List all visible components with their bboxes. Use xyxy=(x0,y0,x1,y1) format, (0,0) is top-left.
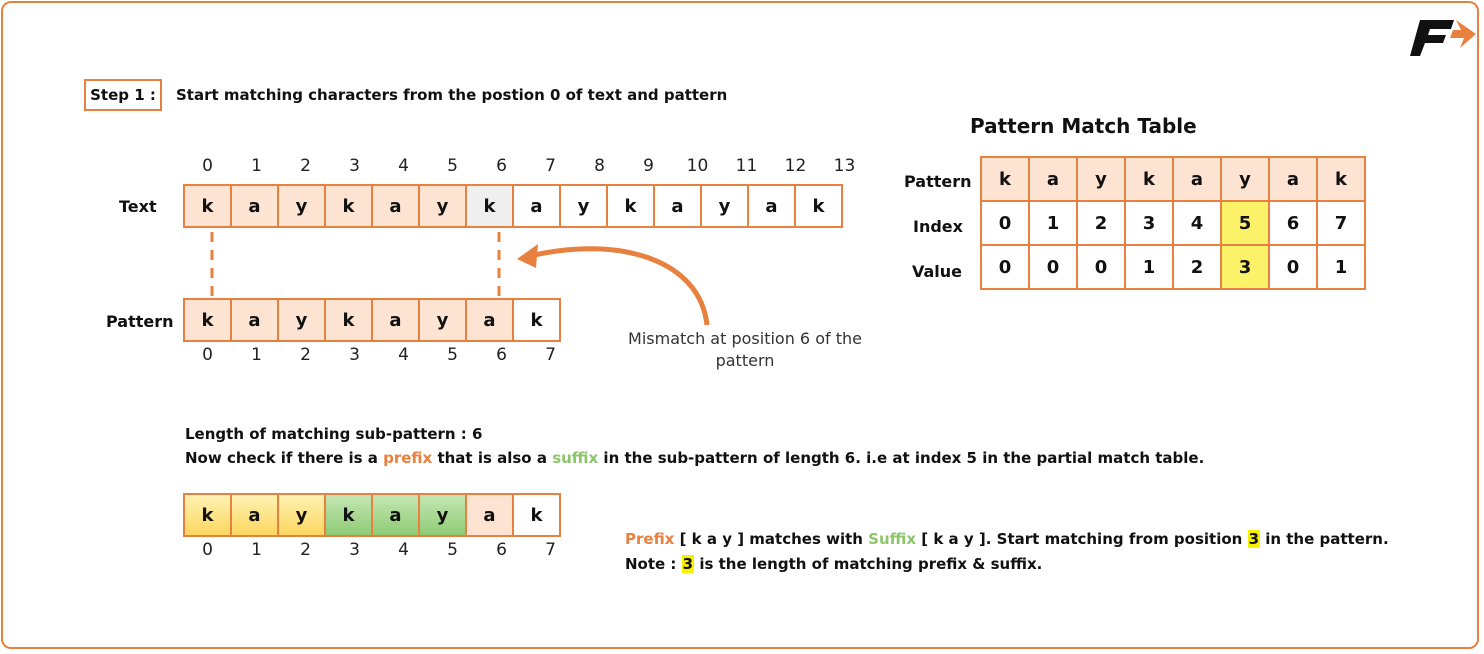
bottom-index-row xyxy=(183,540,575,560)
table-pattern-cell: y xyxy=(1076,156,1126,202)
note-label: Note : xyxy=(625,555,682,573)
table-index-cell-highlight: 5 xyxy=(1220,200,1270,246)
suffix-word: suffix xyxy=(552,449,599,467)
pattern-row-label: Pattern xyxy=(106,312,174,331)
table-index-cell: 3 xyxy=(1124,200,1174,246)
table-value-cell: 0 xyxy=(1076,244,1126,290)
text-index: 1 xyxy=(251,156,262,176)
table-pattern-cell: k xyxy=(1124,156,1174,202)
pattern-cell: k xyxy=(183,298,232,342)
array-cell: k xyxy=(512,493,561,537)
table-index-cell: 4 xyxy=(1172,200,1222,246)
suffix-label: Suffix xyxy=(868,530,917,548)
table-pattern-label: Pattern xyxy=(904,172,972,191)
pattern-cell: y xyxy=(277,298,326,342)
text-row-label: Text xyxy=(119,197,157,216)
bottom-index: 2 xyxy=(300,540,311,560)
pattern-cell: k xyxy=(324,298,373,342)
text-index: 2 xyxy=(300,156,311,176)
pattern-index-row xyxy=(183,345,575,365)
text-index: 0 xyxy=(202,156,213,176)
bottom-index: 3 xyxy=(349,540,360,560)
table-value-cell-highlight: 3 xyxy=(1220,244,1270,290)
text-cell: y xyxy=(700,184,749,228)
prefix-cell: k xyxy=(183,493,232,537)
text-index: 3 xyxy=(349,156,360,176)
table-index-label: Index xyxy=(913,217,963,236)
step-label: Step 1 : xyxy=(84,79,162,111)
table-value-cell: 2 xyxy=(1172,244,1222,290)
pattern-index: 7 xyxy=(545,345,556,365)
check-post: in the sub-pattern of length 6. i.e at index 5 in the partial match table. xyxy=(598,449,1205,467)
pattern-index: 4 xyxy=(398,345,409,365)
table-value-cell: 0 xyxy=(980,244,1030,290)
text-index: 9 xyxy=(643,156,654,176)
step-description: Start matching characters from the postion 0 of text and pattern xyxy=(176,86,728,104)
check-mid: that is also a xyxy=(432,449,553,467)
text-index: 13 xyxy=(833,156,856,176)
pattern-index: 2 xyxy=(300,345,311,365)
prefix-label: Prefix xyxy=(625,530,675,548)
table-index-cell: 7 xyxy=(1316,200,1366,246)
prefix-suffix-line xyxy=(625,530,1389,548)
text-cell: k xyxy=(183,184,232,228)
text-cell: y xyxy=(277,184,326,228)
text-cell: a xyxy=(747,184,796,228)
text-index: 11 xyxy=(735,156,758,176)
pattern-index: 1 xyxy=(251,345,262,365)
table-value-cell: 1 xyxy=(1124,244,1174,290)
length-highlight: 3 xyxy=(682,555,694,573)
suffix-cell: a xyxy=(371,493,420,537)
pattern-index: 0 xyxy=(202,345,213,365)
table-value-cell: 1 xyxy=(1316,244,1366,290)
note-line xyxy=(625,555,1042,573)
table-value-row xyxy=(980,244,1366,290)
table-index-cell: 0 xyxy=(980,200,1030,246)
pattern-array xyxy=(183,298,561,342)
table-value-cell: 0 xyxy=(1028,244,1078,290)
prefix-word: prefix xyxy=(383,449,433,467)
mismatch-arrow-head xyxy=(517,244,538,268)
table-pattern-cell: y xyxy=(1220,156,1270,202)
text-index: 4 xyxy=(398,156,409,176)
text-cell: k xyxy=(324,184,373,228)
pattern-cell: a xyxy=(230,298,279,342)
bottom-index: 0 xyxy=(202,540,213,560)
table-title: Pattern Match Table xyxy=(970,114,1197,138)
table-index-row xyxy=(980,200,1366,246)
table-pattern-cell: k xyxy=(980,156,1030,202)
position-highlight: 3 xyxy=(1248,530,1259,548)
text-index: 5 xyxy=(447,156,458,176)
line1-part-b: [ k a y ]. Start matching from position xyxy=(916,530,1248,548)
text-index: 10 xyxy=(686,156,709,176)
pattern-index: 5 xyxy=(447,345,458,365)
table-index-cell: 6 xyxy=(1268,200,1318,246)
bottom-index: 7 xyxy=(545,540,556,560)
check-line xyxy=(185,449,1204,467)
mismatch-note: Mismatch at position 6 of the pattern xyxy=(628,329,862,370)
pattern-cell: k xyxy=(512,298,561,342)
text-cell: y xyxy=(418,184,467,228)
check-pre: Now check if there is a xyxy=(185,449,384,467)
table-pattern-cell: a xyxy=(1028,156,1078,202)
length-line: Length of matching sub-pattern : 6 xyxy=(185,425,483,443)
text-index: 6 xyxy=(496,156,507,176)
table-pattern-cell: a xyxy=(1172,156,1222,202)
suffix-cell: k xyxy=(324,493,373,537)
prefix-cell: y xyxy=(277,493,326,537)
bottom-index: 6 xyxy=(496,540,507,560)
text-index: 8 xyxy=(594,156,605,176)
prefix-cell: a xyxy=(230,493,279,537)
note-text: is the length of matching prefix & suffix. xyxy=(694,555,1043,573)
table-index-cell: 2 xyxy=(1076,200,1126,246)
text-cell-mismatch: k xyxy=(465,184,514,228)
text-index: 12 xyxy=(784,156,807,176)
line1-part-a: [ k a y ] matches with xyxy=(674,530,869,548)
text-cell: k xyxy=(606,184,655,228)
array-cell: a xyxy=(465,493,514,537)
pattern-cell: y xyxy=(418,298,467,342)
text-cell: k xyxy=(794,184,843,228)
table-pattern-row xyxy=(980,156,1366,202)
text-cell: a xyxy=(230,184,279,228)
table-index-cell: 1 xyxy=(1028,200,1078,246)
pattern-index: 6 xyxy=(496,345,507,365)
pattern-cell: a xyxy=(371,298,420,342)
suffix-cell: y xyxy=(418,493,467,537)
prefix-suffix-array xyxy=(183,493,561,537)
text-cell: a xyxy=(512,184,561,228)
bottom-index: 1 xyxy=(251,540,262,560)
text-index: 7 xyxy=(545,156,556,176)
table-value-cell: 0 xyxy=(1268,244,1318,290)
bottom-index: 4 xyxy=(398,540,409,560)
text-cell: a xyxy=(371,184,420,228)
table-pattern-cell: k xyxy=(1316,156,1366,202)
pattern-cell-mismatch: a xyxy=(465,298,514,342)
pattern-index: 3 xyxy=(349,345,360,365)
table-pattern-cell: a xyxy=(1268,156,1318,202)
text-cell: a xyxy=(653,184,702,228)
text-cell: y xyxy=(559,184,608,228)
line1-part-c: in the pattern. xyxy=(1260,530,1389,548)
bottom-index: 5 xyxy=(447,540,458,560)
table-value-label: Value xyxy=(912,262,963,281)
